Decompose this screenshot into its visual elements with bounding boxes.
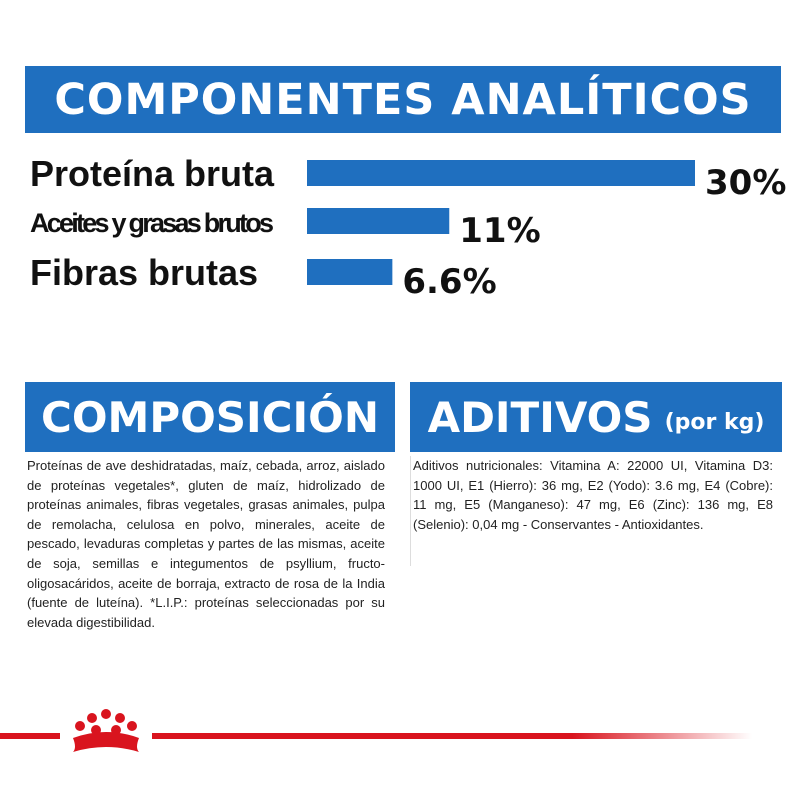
- category-label: Aceites y grasas brutos: [30, 208, 274, 238]
- additives-text: Aditivos nutricionales: Vitamina A: 22000 UI, Vitamina D3: 1000 UI, E1 (Hierro): 36 mg, E2 (Yodo): 3.6 mg, E4 (Cobre): 11 mg, E5 (Manganeso): 47 mg, E6 (Zinc): 136 mg, E8 (Selenio): 0,04 mg - Conservantes - Antioxidantes.: [413, 458, 773, 532]
- column-divider: [410, 456, 411, 566]
- value-label: 11%: [459, 211, 541, 251]
- value-label: 30%: [705, 163, 787, 203]
- bar: [307, 160, 695, 186]
- composition-header: [25, 382, 395, 452]
- nutrient-bar-chart: [0, 0, 800, 300]
- additives-title: ADITIVOS: [427, 392, 653, 442]
- additives-header: [410, 382, 782, 452]
- composition-title: COMPOSICIÓN: [41, 392, 379, 442]
- chart-title: COMPONENTES ANALÍTICOS: [54, 74, 752, 125]
- crown-icon: [65, 708, 147, 756]
- bar: [307, 208, 449, 234]
- additives-subtitle: (por kg): [664, 409, 765, 435]
- category-label: Fibras brutas: [30, 252, 259, 293]
- footer-line-left: [0, 733, 60, 739]
- value-label: 6.6%: [402, 262, 497, 300]
- bar: [307, 259, 392, 285]
- category-label: Proteína bruta: [30, 153, 275, 194]
- footer-line-right: [152, 733, 752, 739]
- composition-text: Proteínas de ave deshidratadas, maíz, cebada, arroz, aislado de proteínas vegetales*, gluten de maíz, hidrolizado de proteínas animales, fibras vegetales, grasas animales, pulpa de remolacha, celulosa en polvo, minerales, aceite de pescado, levaduras completas y partes de las mismas, aceite de soja, semillas e integumentos de psyllium, fructo-oligosacáridos, aceite de borraja, extracto de rosa de la India (fuente de luteína). *L.I.P.: proteínas seleccionadas por su elevada digestibilidad.: [27, 458, 385, 630]
